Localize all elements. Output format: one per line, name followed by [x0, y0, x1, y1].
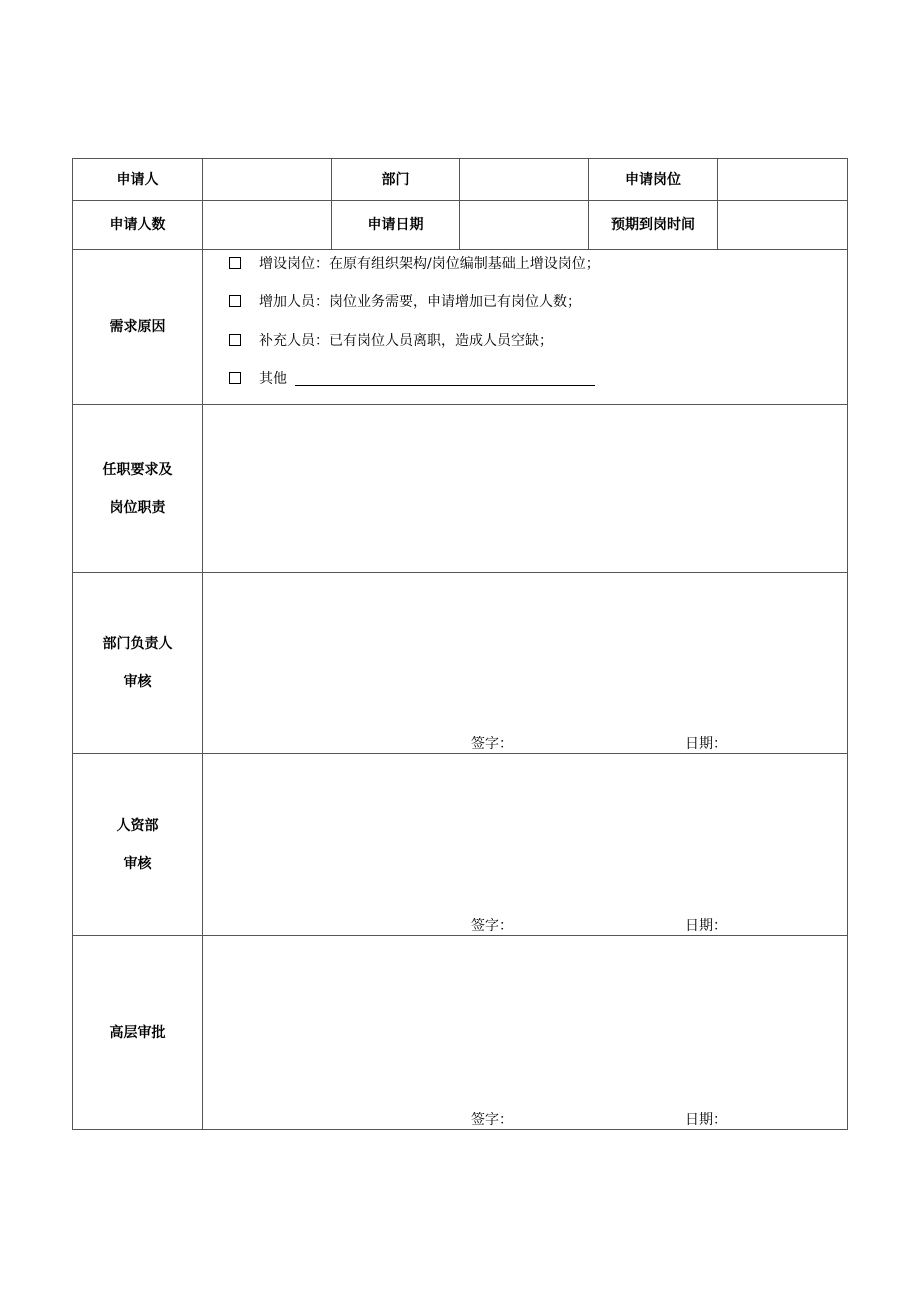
sign-label: 签字： — [471, 918, 513, 934]
sign-date-label: 日期： — [685, 1112, 727, 1128]
reason-option-text: 其他 — [259, 370, 287, 387]
position-field[interactable] — [718, 159, 848, 201]
row-applicant — [73, 159, 848, 201]
row-hr-review — [73, 754, 848, 936]
checkbox-icon[interactable] — [229, 372, 241, 384]
row-headcount — [73, 201, 848, 250]
requirements-label — [73, 405, 203, 573]
hr-review-field[interactable] — [203, 754, 848, 936]
row-dept-review — [73, 573, 848, 754]
reason-option[interactable] — [229, 253, 600, 273]
checkbox-icon[interactable] — [229, 257, 241, 269]
reason-option-text: 补充人员：已有岗位人员离职，造成人员空缺； — [259, 332, 553, 349]
hr-review-label-line2: 审核 — [123, 855, 152, 872]
reason-option-text: 增设岗位：在原有组织架构/岗位编制基础上增设岗位； — [259, 255, 600, 272]
other-reason-input[interactable] — [295, 371, 595, 386]
reason-option[interactable] — [229, 291, 581, 311]
headcount-label: 申请人数 — [73, 201, 203, 250]
sign-label: 签字： — [471, 1112, 513, 1128]
row-requirements — [73, 405, 848, 573]
checkbox-icon[interactable] — [229, 334, 241, 346]
checkbox-icon[interactable] — [229, 295, 241, 307]
exec-approval-field[interactable] — [203, 936, 848, 1130]
sign-label: 签字： — [471, 736, 513, 752]
position-label: 申请岗位 — [589, 159, 718, 201]
reason-options — [203, 250, 848, 405]
reason-option-text: 增加人员：岗位业务需要，申请增加已有岗位人数； — [259, 293, 581, 310]
dept-review-label-line1: 部门负责人 — [102, 636, 173, 652]
reason-option[interactable] — [229, 330, 553, 350]
exec-approval-label: 高层审批 — [73, 936, 203, 1130]
requirements-label-line2: 岗位职责 — [109, 499, 166, 516]
row-reason — [73, 250, 848, 405]
row-exec-approval — [73, 936, 848, 1130]
hr-review-label-line1: 人资部 — [116, 817, 159, 834]
arrival-label: 预期到岗时间 — [589, 201, 718, 250]
reason-label: 需求原因 — [73, 250, 203, 405]
applicant-field[interactable] — [203, 159, 332, 201]
date-field[interactable] — [460, 201, 589, 250]
dept-review-field[interactable] — [203, 573, 848, 754]
arrival-field[interactable] — [718, 201, 848, 250]
reason-option[interactable] — [229, 368, 595, 388]
department-label: 部门 — [332, 159, 460, 201]
date-label: 申请日期 — [332, 201, 460, 250]
sign-date-label: 日期： — [685, 736, 727, 752]
requirements-field[interactable] — [203, 405, 848, 573]
applicant-label: 申请人 — [73, 159, 203, 201]
department-field[interactable] — [460, 159, 589, 201]
requisition-form — [72, 158, 848, 1130]
requirements-label-line1: 任职要求及 — [102, 461, 173, 478]
dept-review-label-line2: 审核 — [123, 674, 152, 690]
hr-review-label — [73, 754, 203, 936]
sign-date-label: 日期： — [685, 918, 727, 934]
dept-review-label — [73, 573, 203, 754]
headcount-field[interactable] — [203, 201, 332, 250]
